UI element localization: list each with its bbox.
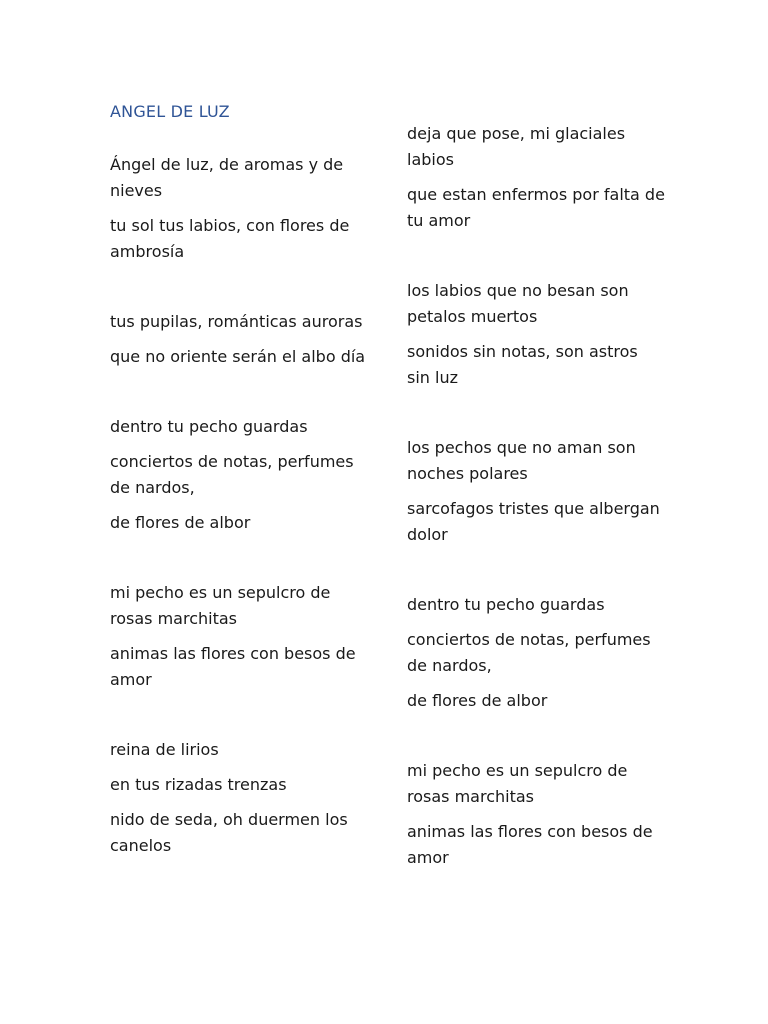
stanza-break xyxy=(407,400,665,435)
poem-line: tus pupilas, románticas auroras xyxy=(110,312,363,331)
poem-line: reina de lirios xyxy=(110,740,219,759)
stanza-break xyxy=(110,379,368,414)
poem-line: conciertos de notas, perfumes de nardos, xyxy=(407,630,651,675)
poem-column-right xyxy=(407,121,665,880)
poem-line: sarcofagos tristes que albergan dolor xyxy=(407,499,660,544)
stanza-break xyxy=(407,723,665,758)
poem-line: animas las flores con besos de amor xyxy=(407,822,653,867)
poem-line: mi pecho es un sepulcro de rosas marchitas xyxy=(407,761,628,806)
poem-line: los pechos que no aman son noches polares xyxy=(407,438,636,483)
poem-line: mi pecho es un sepulcro de rosas marchitas xyxy=(110,583,331,628)
stanza-break xyxy=(110,545,368,580)
poem-line: Ángel de luz, de aromas y de nieves xyxy=(110,155,344,200)
poem-line: de flores de albor xyxy=(110,513,251,532)
stanza-break xyxy=(110,274,368,309)
poem-line: animas las flores con besos de amor xyxy=(110,644,356,689)
poem-line: dentro tu pecho guardas xyxy=(407,595,605,614)
poem-column-left xyxy=(110,152,368,868)
stanza-break xyxy=(407,557,665,592)
poem-line: los labios que no besan son petalos muertos xyxy=(407,281,629,326)
poem-line: que no oriente serán el albo día xyxy=(110,347,366,366)
poem-line: dentro tu pecho guardas xyxy=(110,417,308,436)
poem-line: conciertos de notas, perfumes de nardos, xyxy=(110,452,354,497)
poem-line: deja que pose, mi glaciales labios xyxy=(407,124,626,169)
poem-title: ANGEL DE LUZ xyxy=(110,102,230,121)
poem-line: sonidos sin notas, son astros sin luz xyxy=(407,342,638,387)
stanza-break xyxy=(110,702,368,737)
poem-line: nido de seda, oh duermen los canelos xyxy=(110,810,348,855)
stanza-break xyxy=(407,243,665,278)
poem-line: de flores de albor xyxy=(407,691,548,710)
poem-line: en tus rizadas trenzas xyxy=(110,775,287,794)
poem-line: que estan enfermos por falta de tu amor xyxy=(407,185,665,230)
poem-line: tu sol tus labios, con flores de ambrosía xyxy=(110,216,350,261)
